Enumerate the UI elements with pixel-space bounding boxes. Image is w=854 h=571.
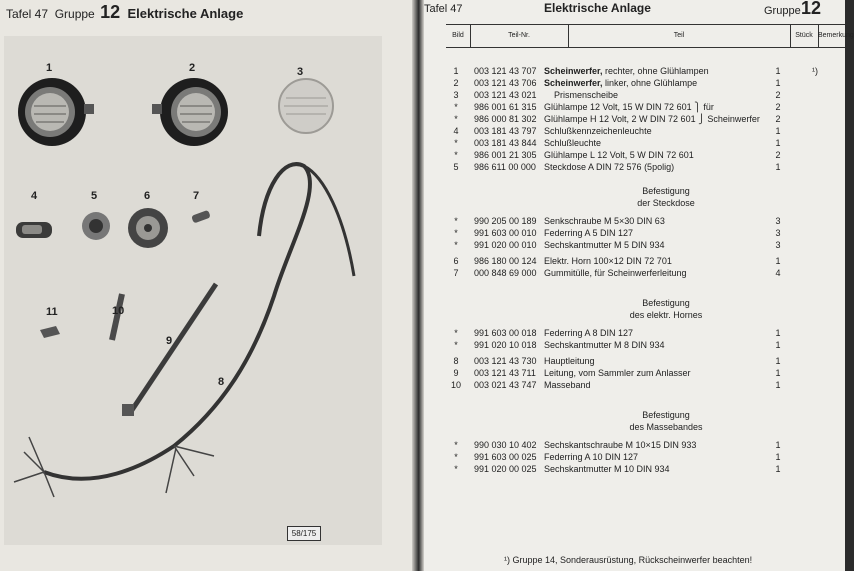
table-row — [446, 268, 845, 280]
bild-cell: 3 — [453, 90, 459, 100]
part-name-text: Sechskantmutter M 5 DIN 934 — [544, 240, 665, 250]
bild-cell: * — [454, 240, 458, 250]
parts-illustration — [4, 36, 382, 545]
quantity-cell: 1 — [775, 162, 781, 172]
quantity-cell: 1 — [775, 440, 781, 450]
col-bemerkung: Bemerkung — [818, 32, 854, 39]
bild-cell: * — [454, 216, 458, 226]
quantity-cell: 3 — [775, 228, 781, 238]
table-row — [446, 162, 845, 174]
right-title: Elektrische Anlage — [544, 1, 651, 15]
bild-cell: 4 — [453, 126, 459, 136]
part-number-cell: 003 021 43 747 — [474, 380, 537, 390]
quantity-cell: 1 — [775, 356, 781, 366]
left-header — [6, 2, 243, 23]
left-gruppe-label: Gruppe — [54, 7, 95, 21]
quantity-cell: 1 — [775, 256, 781, 266]
quantity-cell: 2 — [775, 102, 781, 112]
part-number-cell: 991 020 00 010 — [474, 240, 537, 250]
table-row — [446, 240, 845, 252]
parts-photo — [4, 36, 382, 545]
part-name-cell — [544, 66, 709, 76]
part-name-text: Federring A 10 DIN 127 — [544, 452, 639, 462]
part-number-cell: 990 030 10 402 — [474, 440, 537, 450]
quantity-cell: 1 — [775, 126, 781, 136]
part-name-text: Masseband — [544, 380, 591, 390]
figure-number: 6 — [144, 190, 151, 202]
bild-cell: 2 — [453, 78, 459, 88]
bild-cell: 10 — [450, 380, 461, 390]
part-name-bold: Scheinwerfer, — [544, 78, 603, 88]
part-number-cell: 986 000 81 302 — [474, 114, 537, 124]
table-row — [446, 368, 845, 380]
part-name-bold: Scheinwerfer, — [544, 66, 603, 76]
part-name-cell — [544, 240, 665, 250]
quantity-cell: 1 — [775, 452, 781, 462]
figure-number: 11 — [46, 306, 58, 318]
part-name-cell — [544, 440, 696, 450]
left-gruppe-num: 12 — [100, 2, 121, 22]
part-name-cell — [544, 340, 665, 350]
bild-cell: 1 — [453, 66, 459, 76]
part-name-text: Senkschraube M 5×30 DIN 63 — [544, 216, 665, 226]
quantity-cell: 1 — [775, 340, 781, 350]
col-teilnr: Teil-Nr. — [470, 25, 569, 47]
table-row — [446, 356, 845, 368]
table-row — [446, 138, 845, 150]
table-row — [446, 78, 845, 90]
table-row — [446, 90, 845, 102]
part-name-text: Prismenscheibe — [544, 90, 619, 100]
table-row — [446, 228, 845, 240]
quantity-cell: 1 — [775, 368, 781, 378]
part-name-text: Schlußkennzeichenleuchte — [544, 126, 652, 136]
figure-number: 5 — [91, 190, 98, 202]
left-page — [0, 0, 412, 571]
quantity-cell: 4 — [775, 268, 781, 278]
quantity-cell: 1 — [775, 328, 781, 338]
part-name-cell — [544, 268, 687, 278]
bild-cell: * — [454, 452, 458, 462]
part-number-cell: 986 611 00 000 — [474, 162, 536, 172]
part-number-cell: 003 121 43 021 — [474, 90, 537, 100]
part-name-cell — [544, 228, 633, 238]
section-heading: Befestigung — [642, 410, 690, 420]
table-row — [446, 216, 845, 228]
table-header — [446, 24, 854, 48]
bild-cell: * — [454, 328, 458, 338]
part-name-cell — [544, 162, 674, 172]
bild-cell: 7 — [453, 268, 459, 278]
table-row — [446, 452, 845, 464]
quantity-cell: 1 — [775, 138, 781, 148]
part-name-cell — [544, 78, 697, 88]
quantity-cell: 1 — [775, 78, 781, 88]
part-name-text: Leitung, vom Sammler zum Anlasser — [544, 368, 691, 378]
part-name-cell — [544, 114, 760, 125]
part-name-text: Elektr. Horn 100×12 DIN 72 701 — [544, 256, 672, 266]
part-number-cell: 003 181 43 797 — [474, 126, 537, 136]
bild-cell: * — [454, 464, 458, 474]
part-name-text: Sechskantschraube M 10×15 DIN 933 — [544, 440, 697, 450]
table-row — [446, 328, 845, 340]
right-gruppe-label: Gruppe — [764, 5, 801, 17]
right-gruppe-num: 12 — [801, 0, 822, 18]
table-row — [446, 114, 845, 126]
part-name-cell — [544, 216, 665, 226]
part-number-cell: 003 121 43 707 — [474, 66, 537, 76]
table-row — [446, 440, 845, 452]
bild-cell: * — [454, 114, 458, 124]
left-tafel: Tafel 47 — [6, 7, 49, 21]
table-row — [446, 380, 845, 392]
col-stueck: Stück — [790, 25, 819, 47]
part-number-cell: 990 205 00 189 — [474, 216, 537, 226]
figure-number: 3 — [297, 66, 304, 78]
table-row — [446, 340, 845, 352]
part-name-cell — [544, 102, 714, 113]
part-number-cell: 000 848 69 000 — [474, 268, 537, 278]
table-row — [446, 464, 845, 476]
quantity-cell: 2 — [775, 90, 781, 100]
part-name-text: Gummitülle, für Scheinwerferleitung — [544, 268, 687, 278]
part-name-text: Federring A 8 DIN 127 — [544, 328, 634, 338]
figure-number: 2 — [189, 62, 196, 74]
bild-cell: 9 — [453, 368, 459, 378]
part-name-cell — [544, 138, 601, 148]
part-number-cell: 986 001 61 315 — [474, 102, 537, 112]
part-name-text: Glühlampe H 12 Volt, 2 W DIN 72 601 ⎭ Scheinwerfer — [544, 114, 760, 124]
part-name-text: Hauptleitung — [544, 356, 595, 366]
bild-cell: * — [454, 228, 458, 238]
table-row — [446, 126, 845, 138]
bild-cell: * — [454, 150, 458, 160]
footnote: ¹) Gruppe 14, Sonderausrüstung, Rückscheinwerfer beachten! — [504, 555, 753, 565]
bild-cell: 6 — [453, 256, 459, 266]
part-name-text: linker, ohne Glühlampe — [602, 78, 698, 88]
part-name-cell — [544, 368, 691, 378]
part-number-cell: 991 603 00 025 — [474, 452, 537, 462]
part-name-cell — [544, 90, 618, 100]
part-name-text: Glühlampe 12 Volt, 15 W DIN 72 601 ⎫ für — [544, 102, 714, 112]
bild-cell: * — [454, 138, 458, 148]
part-number-cell: 991 603 00 018 — [474, 328, 537, 338]
quantity-cell: 1 — [775, 464, 781, 474]
headlamp-left-image — [152, 78, 228, 146]
quantity-cell: 3 — [775, 240, 781, 250]
bild-cell: * — [454, 340, 458, 350]
table-row — [446, 150, 845, 162]
section-heading: des elektr. Hornes — [629, 310, 703, 320]
prism-lens-image — [279, 79, 333, 133]
left-title: Elektrische Anlage — [127, 6, 244, 21]
part-number-cell: 003 181 43 844 — [474, 138, 537, 148]
part-name-cell — [544, 328, 633, 338]
part-name-text: Steckdose A DIN 72 576 (5polig) — [544, 162, 675, 172]
part-name-cell — [544, 256, 672, 266]
figure-number: 4 — [31, 190, 38, 202]
part-number-cell: 003 121 43 711 — [474, 368, 536, 378]
part-number-cell: 991 020 10 018 — [474, 340, 537, 350]
part-number-cell: 003 121 43 706 — [474, 78, 537, 88]
part-name-cell — [544, 356, 595, 366]
bild-cell: * — [454, 440, 458, 450]
bild-cell: 5 — [453, 162, 459, 172]
part-name-text: Sechskantmutter M 8 DIN 934 — [544, 340, 665, 350]
headlamp-right-image — [18, 78, 94, 146]
quantity-cell: 1 — [775, 380, 781, 390]
part-number-cell: 991 603 00 010 — [474, 228, 537, 238]
quantity-cell: 2 — [775, 150, 781, 160]
part-name-cell — [544, 380, 591, 390]
col-teil: Teil — [568, 25, 791, 47]
part-number-cell: 003 121 43 730 — [474, 356, 537, 366]
part-name-cell — [544, 464, 670, 474]
right-page — [424, 0, 854, 571]
right-header — [424, 2, 845, 22]
part-name-cell — [544, 126, 652, 136]
page-code: 58/175 — [287, 526, 321, 541]
table-row — [446, 66, 845, 78]
remark-cell: ¹) — [812, 66, 818, 76]
figure-number: 10 — [112, 305, 125, 317]
part-number-cell: 991 020 00 025 — [474, 464, 537, 474]
figure-number: 9 — [166, 335, 173, 347]
figure-number: 7 — [193, 190, 200, 202]
table-row — [446, 256, 845, 268]
col-bild: Bild — [446, 25, 471, 47]
part-name-text: Sechskantmutter M 10 DIN 934 — [544, 464, 670, 474]
part-name-text: Federring A 5 DIN 127 — [544, 228, 634, 238]
table-row — [446, 102, 845, 114]
quantity-cell: 1 — [775, 66, 781, 76]
quantity-cell: 3 — [775, 216, 781, 226]
part-number-cell: 986 180 00 124 — [474, 256, 537, 266]
part-number-cell: 986 001 21 305 — [474, 150, 537, 160]
part-name-text: Schlußleuchte — [544, 138, 602, 148]
part-name-cell — [544, 452, 638, 462]
figure-number: 8 — [218, 376, 225, 388]
part-name-cell — [544, 150, 694, 160]
figure-number: 1 — [46, 62, 53, 74]
section-heading: Befestigung — [642, 186, 690, 196]
part-name-text: Glühlampe L 12 Volt, 5 W DIN 72 601 — [544, 150, 694, 160]
bild-cell: 8 — [453, 356, 459, 366]
section-heading: Befestigung — [642, 298, 690, 308]
section-heading: der Steckdose — [637, 198, 695, 208]
book-gutter — [412, 0, 424, 571]
section-heading: des Massebandes — [629, 422, 703, 432]
right-tafel: Tafel 47 — [424, 3, 463, 15]
bild-cell: * — [454, 102, 458, 112]
part-name-text: rechter, ohne Glühlampen — [602, 66, 709, 76]
quantity-cell: 2 — [775, 114, 781, 124]
